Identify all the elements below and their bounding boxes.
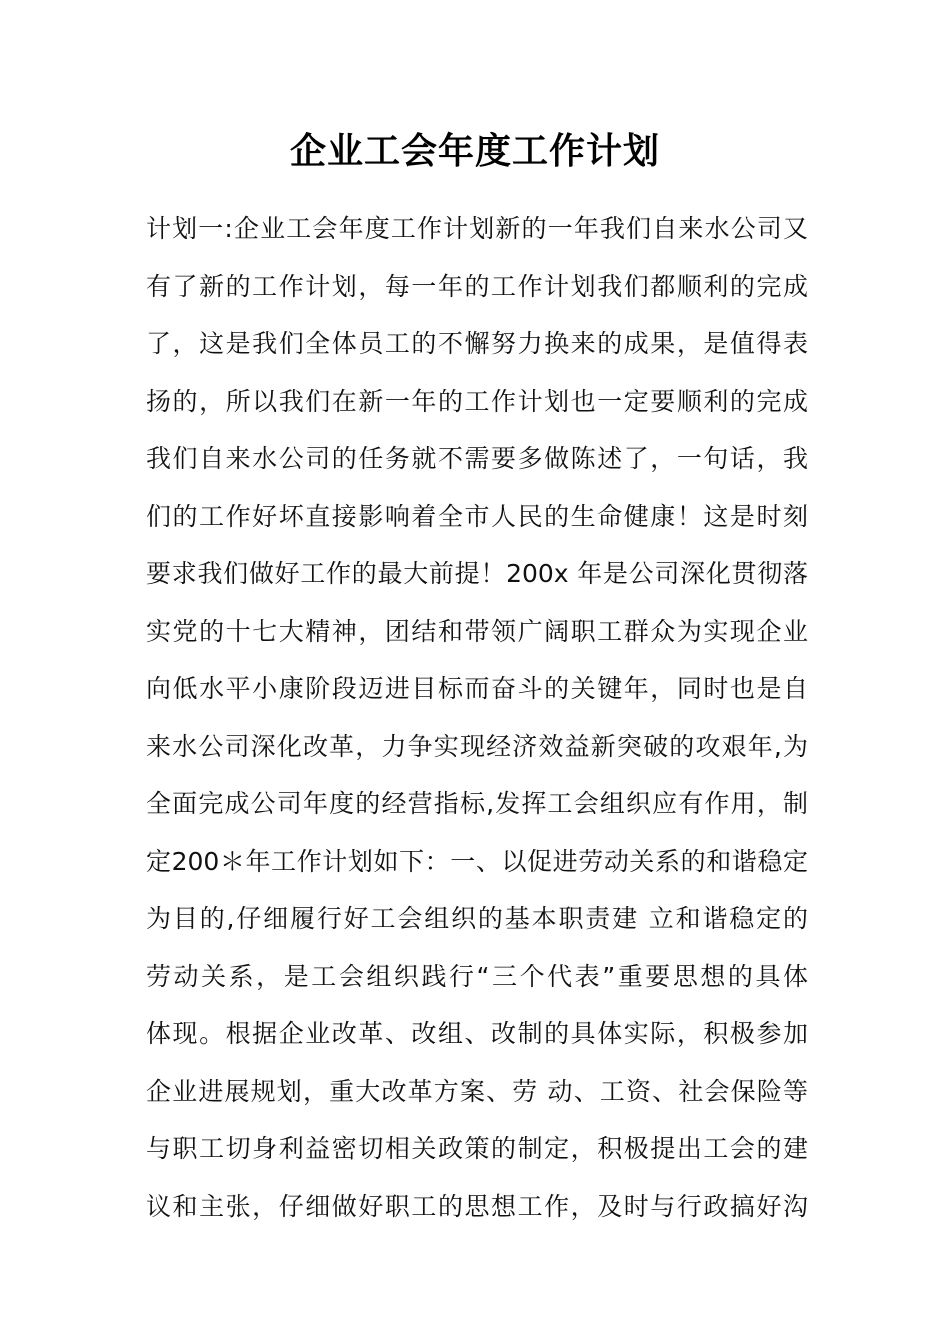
body-line: 要求我们做好工作的最大前提！200x 年是公司深化贯彻落 (146, 559, 808, 588)
body-line: 为目的,仔细履行好工会组织的基本职责建 立和谐稳定的 (146, 904, 808, 933)
body-line: 们的工作好坏直接影响着全市人民的生命健康！这是时刻 (146, 501, 808, 531)
document-body (146, 200, 808, 1235)
body-line: 劳动关系，是工会组织践行“三个代表”重要思想的具体 (146, 961, 808, 991)
body-line: 体现。根据企业改革、改组、改制的具体实际，积极参加 (146, 1019, 808, 1048)
body-line: 与职工切身利益密切相关政策的制定，积极提出工会的建 (146, 1134, 808, 1163)
body-line: 扬的，所以我们在新一年的工作计划也一定要顺利的完成 (146, 386, 808, 416)
document-title: 企业工会年度工作计划 (289, 131, 660, 172)
body-line: 实党的十七大精神，团结和带领广阔职工群众为实现企业 (146, 616, 808, 646)
body-line: 全面完成公司年度的经营指标,发挥工会组织应有作用，制 (146, 789, 808, 818)
body-line: 了，这是我们全体员工的不懈努力换来的成果，是值得表 (146, 329, 808, 358)
body-line: 我们自来水公司的任务就不需要多做陈述了，一句话，我 (146, 444, 808, 473)
body-line: 议和主张，仔细做好职工的思想工作，及时与行政搞好沟 (146, 1191, 808, 1221)
body-line: 企业进展规划，重大改革方案、劳 动、工资、社会保险等 (146, 1076, 808, 1106)
body-line: 向低水平小康阶段迈进目标而奋斗的关键年，同时也是自 (146, 674, 808, 703)
body-line: 计划一:企业工会年度工作计划新的一年我们自来水公司又 (146, 214, 808, 243)
body-line: 有了新的工作计划，每一年的工作计划我们都顺利的完成 (146, 271, 808, 301)
body-line: 定200＊年工作计划如下：一、以促进劳动关系的和谐稳定 (146, 846, 808, 876)
body-line: 来水公司深化改革，力争实现经济效益新突破的攻艰年,为 (146, 731, 808, 761)
